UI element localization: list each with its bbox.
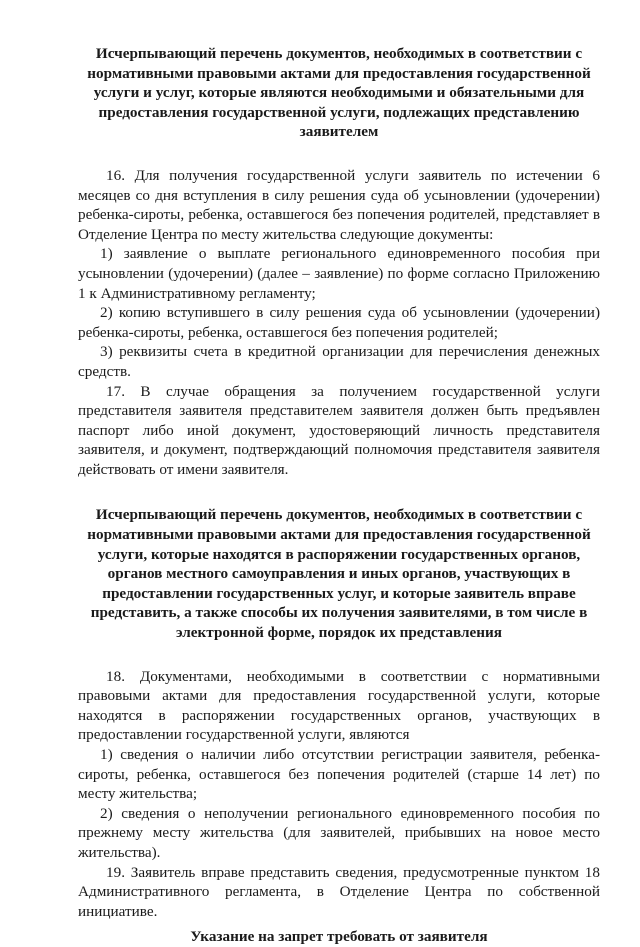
heading-line: Исчерпывающий перечень документов, необходимых в соответствии с: [95, 506, 583, 524]
paragraph-16: 16. Для получения государственной услуги заявитель по истечении 6 месяцев со дня вступления в силу решения суда об усыновлении (удочерении) ребенка-сироты, ребенка, оставшегося без попечения родителей, представляет в Отделение Центра по месту жительства следующие документы:: [78, 166, 600, 243]
heading-line: электронной форме, порядок их представления: [176, 624, 502, 642]
list-item-16-3: 3) реквизиты счета в кредитной организации для перечисления денежных средств.: [78, 343, 600, 380]
heading-line: Исчерпывающий перечень документов, необходимых в соответствии с: [95, 45, 583, 62]
list-item-18-2: 2) сведения о неполучении регионального единовременного пособия по прежнему месту жительства (для заявителей, прибывших на новое место жительства).: [78, 804, 600, 861]
list-item-16-2: 2) копию вступившего в силу решения суда об усыновлении (удочерении) ребенка-сироты, ребенка, оставшегося без попечения родителей;: [78, 304, 600, 341]
heading-line: нормативными правовыми актами для предоставления государственной: [87, 64, 591, 82]
heading-line: предоставлении государственных услуг, и которые заявитель вправе: [102, 584, 576, 602]
heading-line: услуги, которые находятся в распоряжении государственных органов,: [97, 545, 581, 563]
paragraph-17: 17. В случае обращения за получением государственной услуги представителя заявителя представителем заявителя должен быть предъявлен паспорт либо иной документ, удостоверяющий личность представителя заявителя, и документ, подтверждающий полномочия представителя заявителя действовать от имени заявителя.: [78, 382, 600, 478]
heading-line: органов местного самоуправления и иных органов, участвующих в: [107, 565, 571, 583]
paragraph-18: 18. Документами, необходимыми в соответствии с нормативными правовыми актами для предоставления государственной услуги, которые находятся в распоряжении государственных органов, участвующих в предоставлении государственной услуги, являются: [78, 667, 600, 744]
section-heading-prohibition: Указание на запрет требовать от заявителя: [190, 928, 488, 946]
section-heading-required-documents: [78, 44, 600, 142]
heading-line: предоставления государственной услуги, подлежащих представлению: [98, 103, 580, 121]
heading-line: представить, а также способы их получения заявителями, в том числе в: [90, 604, 588, 622]
heading-line: услуги и услуг, которые являются необходимыми и обязательными для: [93, 84, 585, 102]
paragraph-19: 19. Заявитель вправе представить сведения, предусмотренные пунктом 18 Административного регламента, в Отделение Центра по собственной инициативе.: [78, 863, 600, 920]
section-heading-documents-in-authorities: [78, 505, 600, 642]
list-item-18-1: 1) сведения о наличии либо отсутствии регистрации заявителя, ребенка-сироты, ребенка, оставшегося без попечения родителей (старше 14 лет) по месту жительства;: [78, 746, 600, 803]
heading-line: нормативными правовыми актами для предоставления государственной: [87, 526, 591, 544]
heading-line: заявителем: [299, 123, 379, 141]
list-item-16-1: 1) заявление о выплате регионального единовременного пособия при усыновлении (удочерении) (далее – заявление) по форме согласно Приложению 1 к Административному регламенту;: [78, 245, 600, 302]
